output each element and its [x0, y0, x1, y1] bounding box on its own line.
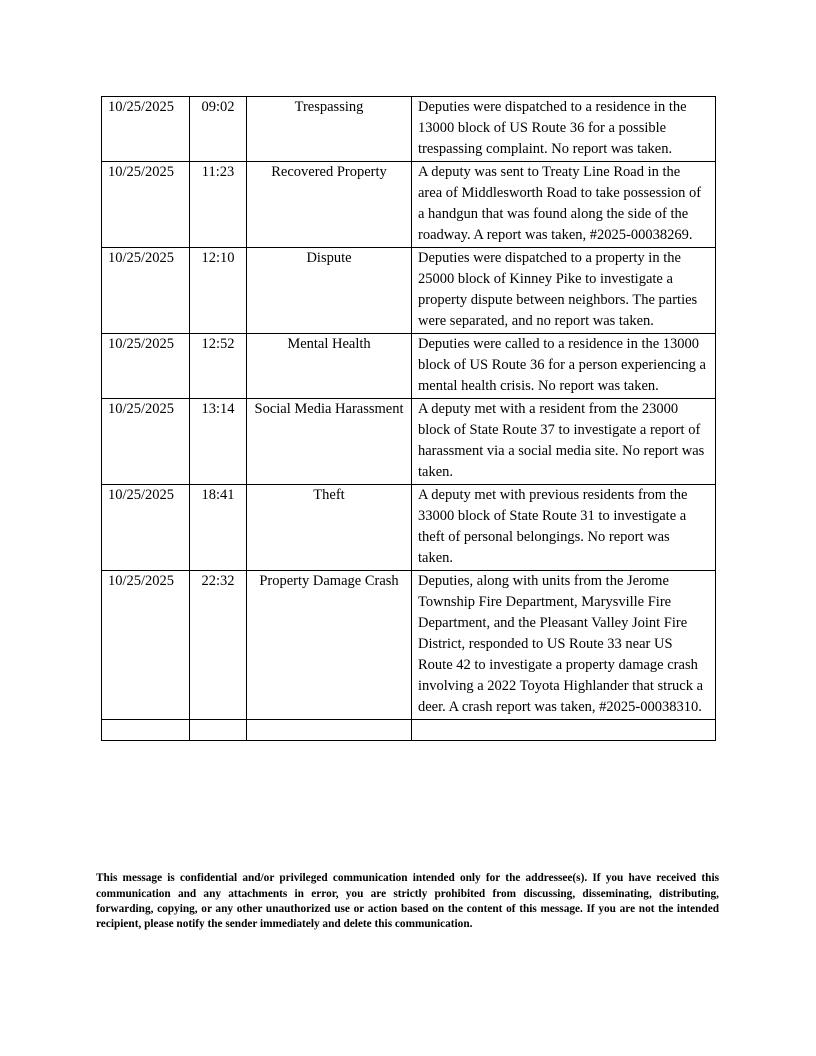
confidentiality-disclaimer: This message is confidential and/or privileged communication intended only for the addressee(s). If you have received this communication and any attachments in error, you are strictly prohibited from discussing, disseminating, distributing, forwarding, copying, or any other unauthorized use or action based on the content of this message. If you are not the intended recipient, please notify the sender immediately and delete this communication. [96, 872, 719, 930]
empty-cell [102, 720, 190, 741]
incident-time: 09:02 [190, 97, 247, 162]
incident-description: A deputy met with previous residents from the 33000 block of State Route 31 to investigate a theft of personal belongings. No report was taken. [412, 485, 716, 571]
incident-type: Property Damage Crash [247, 571, 412, 720]
incident-time: 13:14 [190, 399, 247, 485]
incident-type: Recovered Property [247, 162, 412, 248]
empty-cell [190, 720, 247, 741]
table-row [102, 571, 716, 720]
incident-description: Deputies were called to a residence in the 13000 block of US Route 36 for a person experiencing a mental health crisis. No report was taken. [412, 334, 716, 399]
incident-description: A deputy met with a resident from the 23000 block of State Route 37 to investigate a report of harassment via a social media site. No report was taken. [412, 399, 716, 485]
table-row [102, 334, 716, 399]
table-row [102, 399, 716, 485]
incident-time: 18:41 [190, 485, 247, 571]
incident-description: Deputies were dispatched to a property in the 25000 block of Kinney Pike to investigate a property dispute between neighbors. The parties were separated, and no report was taken. [412, 248, 716, 334]
incident-description: Deputies were dispatched to a residence in the 13000 block of US Route 36 for a possible trespassing complaint. No report was taken. [412, 97, 716, 162]
table-row [102, 162, 716, 248]
incident-type: Theft [247, 485, 412, 571]
incident-log-table [101, 96, 716, 741]
empty-cell [247, 720, 412, 741]
incident-type: Mental Health [247, 334, 412, 399]
incident-description: A deputy was sent to Treaty Line Road in the area of Middlesworth Road to take possession of a handgun that was found along the side of the roadway. A report was taken, #2025-00038269. [412, 162, 716, 248]
incident-type: Social Media Harassment [247, 399, 412, 485]
incident-time: 12:10 [190, 248, 247, 334]
incident-date: 10/25/2025 [102, 162, 190, 248]
incident-time: 22:32 [190, 571, 247, 720]
incident-time: 11:23 [190, 162, 247, 248]
incident-date: 10/25/2025 [102, 248, 190, 334]
incident-type: Dispute [247, 248, 412, 334]
incident-date: 10/25/2025 [102, 571, 190, 720]
incident-date: 10/25/2025 [102, 399, 190, 485]
table-row [102, 248, 716, 334]
table-row [102, 485, 716, 571]
incident-time: 12:52 [190, 334, 247, 399]
incident-date: 10/25/2025 [102, 334, 190, 399]
incident-date: 10/25/2025 [102, 97, 190, 162]
incident-type: Trespassing [247, 97, 412, 162]
incident-log-body [102, 97, 716, 741]
empty-table-row [102, 720, 716, 741]
table-row [102, 97, 716, 162]
empty-cell [412, 720, 716, 741]
incident-description: Deputies, along with units from the Jerome Township Fire Department, Marysville Fire Department, and the Pleasant Valley Joint Fire District, responded to US Route 33 near US Route 42 to investigate a property damage crash involving a 2022 Toyota Highlander that struck a deer. A crash report was taken, #2025-00038310. [412, 571, 716, 720]
incident-date: 10/25/2025 [102, 485, 190, 571]
